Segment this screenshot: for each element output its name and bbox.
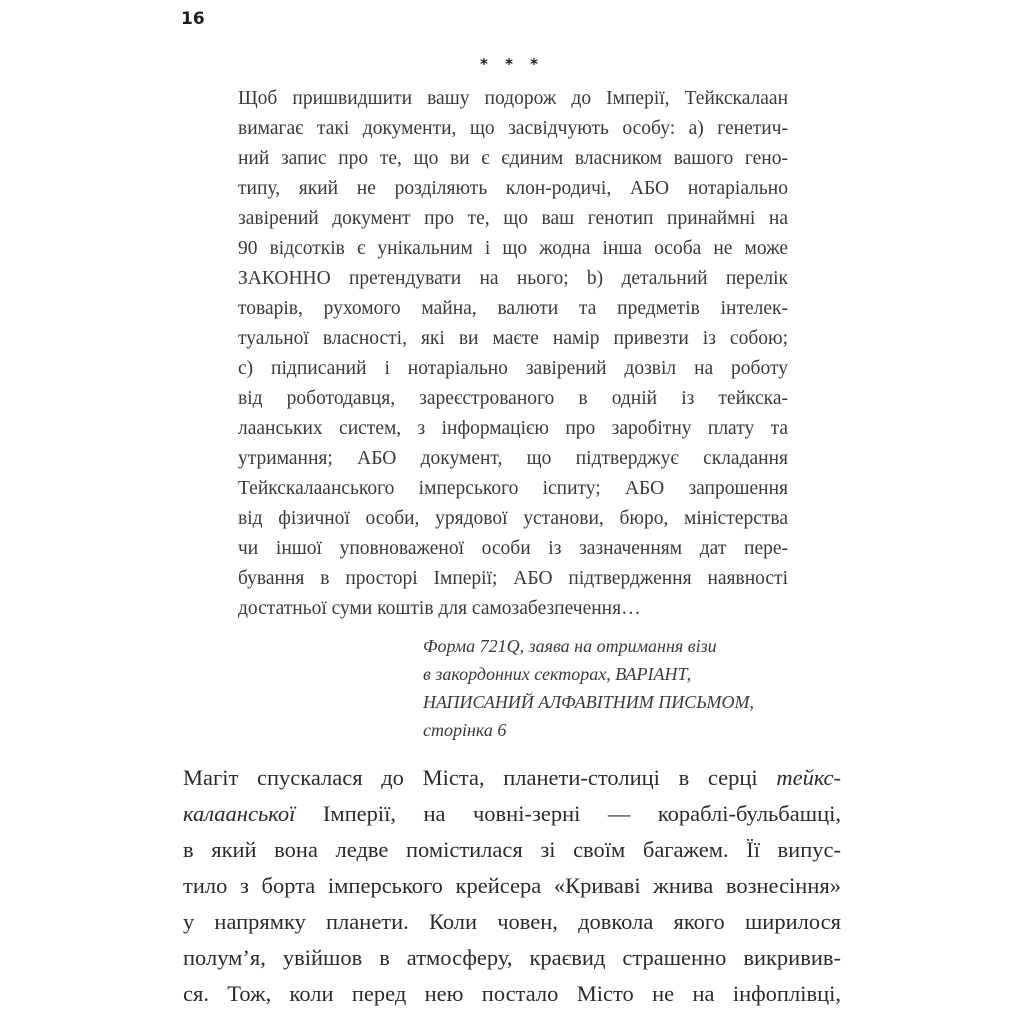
section-break-asterisks: * * * (480, 55, 544, 73)
epigraph-line: бування в просторі Імперії; АБО підтвердження наявності (238, 568, 788, 589)
body-italic-run: калаанської (183, 801, 296, 826)
epigraph-line: достатньої суми коштів для самозабезпечення… (238, 598, 641, 619)
epigraph-line: лаанських систем, з інформацією про заробітну плату та (238, 418, 788, 439)
body-line: тило з борта імперського крейсера «Криваві жнива вознесіння» (183, 873, 841, 898)
epigraph-line: ний запис про те, що ви є єдиним власником вашого гено- (238, 148, 788, 169)
epigraph-line: товарів, рухомого майна, валюти та предметів інтелек- (238, 298, 788, 319)
body-italic-run: тейкс- (776, 765, 841, 790)
epigraph-line: 90 відсотків є унікальним і що жодна інша особа не може (238, 238, 788, 259)
epigraph-line: типу, який не розділяють клон-родичі, АБО нотаріально (238, 178, 788, 199)
attribution-line: сторінка 6 (423, 720, 507, 740)
page-number: 16 (181, 9, 205, 29)
epigraph-line: завірений документ про те, що ваш генотип принаймні на (238, 208, 788, 229)
epigraph-line: утримання; АБО документ, що підтверджує складання (238, 448, 788, 469)
epigraph-block (238, 84, 788, 624)
body-line: ся. Тож, коли перед нею постало Місто не на інфоплівці, (183, 981, 841, 1006)
attribution-line: НАПИСАНИЙ АЛФАВІТНИМ ПИСЬМОМ, (423, 692, 754, 712)
body-paragraph (183, 760, 841, 1012)
attribution-line: Форма 721Q, заява на отримання візи (423, 636, 717, 656)
body-text-run: Імперії, на човні-зерні — кораблі-бульбашці, (295, 801, 841, 826)
epigraph-line: туальної власності, які ви маєте намір привезти із собою; (238, 328, 788, 349)
attribution-line: в закордонних секторах, ВАРІАНТ, (423, 664, 692, 684)
epigraph-line: Тейкскалаанського імперського іспиту; АБО запрошення (238, 478, 788, 499)
epigraph-line: від фізичної особи, урядової установи, бюро, міністерства (238, 508, 788, 529)
body-line (183, 760, 841, 796)
epigraph-line: ЗАКОННО претендувати на нього; b) детальний перелік (238, 268, 788, 289)
epigraph-attribution (423, 632, 823, 744)
body-text-run: Магіт спускалася до Міста, планети-столиці в серці (183, 765, 777, 790)
body-line: в який вона ледве помістилася зі своїм багажем. Її випус- (183, 837, 841, 862)
body-line: полум’я, увійшов в атмосферу, краєвид страшенно викривив- (183, 945, 841, 970)
epigraph-line: чи іншої уповноваженої особи із зазначенням дат пере- (238, 538, 788, 559)
body-line (183, 796, 841, 832)
epigraph-line: від роботодавця, зареєстрованого в одній із тейкска- (238, 388, 788, 409)
epigraph-line: Щоб пришвидшити вашу подорож до Імперії, Тейкскалаан (238, 88, 788, 109)
epigraph-line: вимагає такі документи, що засвідчують особу: а) генетич- (238, 118, 788, 139)
epigraph-line: c) підписаний і нотаріально завірений дозвіл на роботу (238, 358, 788, 379)
body-line: у напрямку планети. Коли човен, довкола якого ширилося (183, 909, 841, 934)
